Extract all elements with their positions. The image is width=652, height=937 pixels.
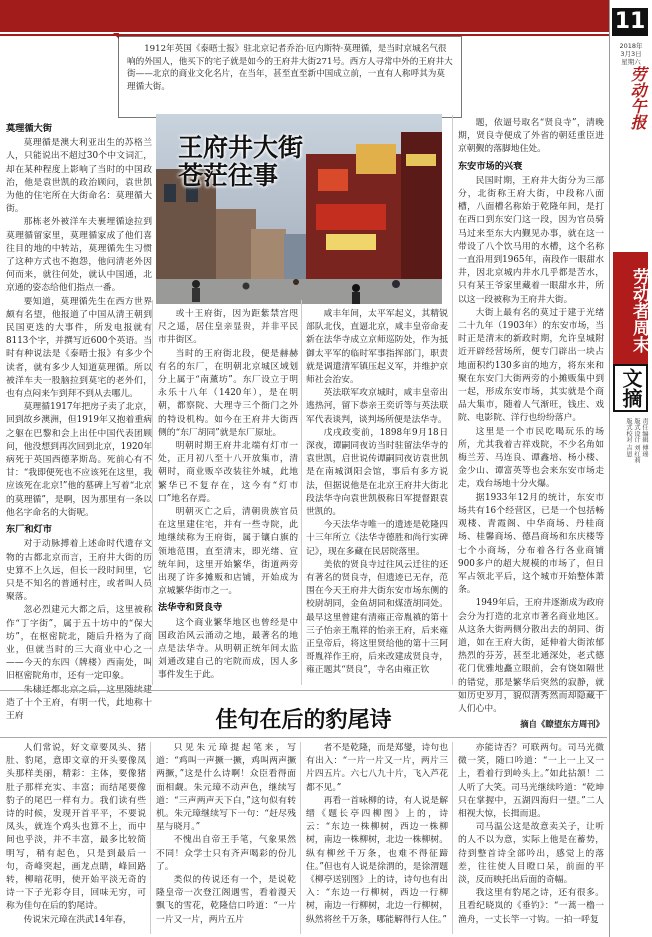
date-weekday: 星期六	[621, 58, 641, 66]
paragraph: 美依的贤良寺过往风云迁往的还有著名的贤良寺，但遗迹已无存，范围在今天王府井大街东安市场东侧的校尉胡同，金鱼胡同和煤渣胡同处。最早这里曾建有清雍正帝胤禛的第十三子怡亲王胤祥的怡亲王府，后来雍正皇帝后，将这里贤给他的第十三阿哥胤祥作王府，后来改建成贤良寺，雍正题其“贤良”，寺名由雍正钦	[306, 559, 448, 676]
subheading: 东厂和灯市	[6, 524, 52, 536]
paragraph: 那栋老外被洋车夫裹埋循途拉到莫理循留家里，莫理循家成了他们喜往目的地的中转站，莫理循先生习惯了这种方式也不抱怨，他问清老外因何而来，就往何处，就认中国通，北京通的姿态给他们指点一番。	[6, 217, 152, 294]
column-divider	[300, 742, 301, 934]
paragraph: 传说宋元璋在洪武14年春，	[23, 914, 132, 925]
paragraph: 大街上最有名的莫过于建于光绪二十九年（1903年）的东安市场，当时正是清末的新政时期，允许皇城附近开辟经营场所，便专门辟出一块占地面积约130多亩的地方，将东来和聚在东安门大街两旁的小摊贩集中到一起，形成东安市场，其实就是个商品大集市，随着人气渐旺，钱庄、戏院、电影院、洋行也纷纷落户。	[458, 307, 604, 424]
paragraph: 我这里有豹尾之诗，还有很多。且看纪晓岚的《垂钓》：“一蒿一橹一渔舟，一丈长竿一寸钩。一拍一呼复	[458, 888, 604, 925]
paragraph: 司马温公这是故意卖关子，让听的人不以为意，实际上他是在蓄势，待到整首诗全部吟出，感觉上的落差，往往使人目瞪口呆，前面的平淡，反而映托出后面的奇幅。	[458, 822, 604, 886]
page-number: 11	[612, 8, 648, 36]
credit-proofreader: 版式校对 吉恩	[625, 418, 632, 458]
masthead-red-bar	[0, 0, 610, 32]
article2-column-4	[458, 742, 604, 927]
paragraph: 要知道，莫理循先生在西方世界颇有名望，他报道了中国从清王朝到民国更迭的大事件，所发电报就有8113个字，并撰写近600个英语。当时有种说法是《泰晤士报》有多少个读者，就有多少人知道莫理循。所以被洋车夫一股脑拉到莫宅的老外们，也有点闷来乍到拜不到从去哪儿。	[6, 296, 152, 400]
article1-column-1	[6, 119, 152, 723]
paragraph: 亦能诗否？可联两句。司马光微微一笑，随口吟道：“一上一上又一上，看着行到岭头上。”如此拈颔！二人听了大笑。司马光继续吟道：“乾坤只在掌握中，五湖四海归一望。”二人相视大惊，长揖而退。	[458, 743, 604, 820]
section-title-red: 劳动者周末	[613, 252, 648, 364]
article2-column-3	[306, 742, 448, 927]
paragraph: 今天法华寺唯一的遗迹是乾隆四十三年所立《法华寺德胜和尚行实碑记》，现在多藏在民居院落里。	[306, 520, 448, 557]
credit-designer: 版式设计 刘红莉	[633, 418, 640, 464]
date-year: 2018年	[619, 42, 643, 50]
paragraph: 莫理循1917年把房子卖了北京，回到故乡澳洲，但1919年又抱着重病之躯在巴黎和会上出任中国代表团顾问，他没想到再次回到北京，1920年病死于英国西德茅斯岛。死前心有不甘：“我即便死也不应该死在这里，我应该死在北京!”他的墓碑上写着“北京的莫理循”，是啊，因为那里有一条以他名字命名的大街呢。	[6, 402, 152, 518]
date-month-day: 3月3日	[620, 50, 642, 58]
article2-headline: 佳句在后的豹尾诗	[215, 708, 392, 733]
subheading: 东安市场的兴衰	[458, 160, 523, 172]
paragraph: 或十王府街，因为距紫禁宫咫尺之遥，居住皇亲显贵，并非平民市井街区。	[158, 309, 298, 346]
paragraph: 这里是一个市民吃喝玩乐的场所，尤其我着吉祥戏院，不少名角如梅兰芳、马连良、谭鑫培、杨小楼、金少山、谭富英等也会来东安市场走走，戏台场地十分火爆。	[458, 426, 604, 490]
column-divider	[301, 300, 302, 685]
subheading: 法华寺和贤良寺	[158, 602, 223, 614]
column-divider	[152, 300, 153, 685]
article-separator	[0, 690, 607, 691]
paragraph: 忽必烈建元大都之后，这里被称作“丁字街”，属于五十坊中的“保大坊”，在枢密院北，随后升格为了商业，但就当时的三大商业中心之一——今天的东四（牌楼）西南处，叫旧枢密院角市，还有一定印象。	[6, 605, 152, 682]
column-divider	[150, 742, 151, 934]
subheading: 莫理循大街	[6, 123, 52, 134]
paragraph: 人们常说，好文章要凤头、猪肚、豹尾，意即文章的开头要像凤头那样美丽，精彩：主体，要像猪肚子那样充实、丰富；而结尾要像豹子的尾巴一样有力。我们读有些诗的时候，发现开首平平，不要说凤头，就连个鸡头也算不上，而中间也乎淡，并不丰富，最多比较简明写，稍有起色，只是到最后一句，奇峰突起，画龙点睛，峰回路转，柳暗花明，使开始平淡无奇的诗一下子光彩夺目，回味无穷，可称为佳句在后的豹尾诗。	[6, 743, 146, 912]
article1-column-2	[158, 308, 298, 683]
paragraph: 当时的王府街北段，便是赫赫有名的东厂，在明朝北京城区域划分上属于“南薰坊”。东厂设立于明永乐十八年（1420年），是在明朝，都察院、大理寺三个衙门之外的特设机构。如今在王府井大街西侧的“东厂胡同”就是东厂原址。	[158, 348, 298, 438]
paragraph: 类似的传说还有一个，是说乾隆皇帝一次登江阁遇雪，看着漫天飘飞的雪花，乾隆信口吟道：“一片一片又一片，两片五片	[156, 875, 296, 925]
paragraph: 只见朱元璋提起笔来，写道：“鸡叫一声撅一撅，鸡叫两声撅两撅，”这是什么诗啊！众臣看得面面相觑。朱元璋不动声色，继续写道：“三声两声天下白，”这句似有转机。朱元璋继续写下一句：“赶尽残星与晓月。”	[156, 743, 296, 833]
source-credit: 摘自《瞭望东方周刊》	[520, 719, 604, 730]
paragraph: 题，依逼号取名“贤良寺”，清晚期，贤良寺便成了外省的朝廷重臣进京朝觐的落脚地住处。	[458, 118, 604, 155]
section-title-black: 文摘	[613, 364, 648, 412]
article1-column-3	[306, 308, 448, 678]
article-intro-box: 1912年英国《泰晤士报》驻北京记者乔治·厄内斯特·莫理循，是当时京城名气很响的外国人，他买下的宅子就是如今的王府井大街271号。西方人寻常中外的王府井大街——北京的商业文化名片，在当年，甚至直至新中国成立前，一直有人称呼其为莫理循大街。	[118, 36, 462, 118]
column-divider	[452, 742, 453, 934]
article2-headline-rule	[0, 737, 607, 738]
issue-date	[612, 42, 650, 66]
paragraph: 造了十个王府，有明一代，此地称十王府	[6, 697, 152, 721]
paragraph: 英法联军攻京城时，咸丰皇帝出逃热河，留下恭亲王奕䜣等与英法联军代表谈判，谈判场所便是法华寺。	[306, 388, 448, 425]
paragraph: 据1933年12月的统计，东安市场共有16个经营区，已是一个包括畅观楼、青霞阁、中华商场、丹桂商场、桂馨商场、德昌商场和东庆楼等七个小商场，分布着各行各业商铺900多户的超大规模的市场了，但日军占领北平后，这个城市开始整体萧条。	[458, 492, 604, 596]
paragraph: 莫理循是澳大利亚出生的苏格兰人，只能说出不超过30个中文词汇，却在某种程度上影响了当时的中国政治，他是袁世凯的政治顾问，袁世凯为他的住宅所在大街命名：莫理循大街。	[6, 138, 152, 215]
article1-column-4	[458, 117, 604, 731]
right-column-rule	[609, 0, 610, 937]
paragraph: 者不是乾隆，而是郑燮，诗句也有出入：“一片一片又一片，两片三片四五片。六七八九十片，飞入芦花都不见。”	[306, 743, 448, 793]
editor-credits	[614, 418, 648, 488]
paragraph: 明朝灭亡之后，清朝贵族官员在这里建住宅，并有一些寺院，此地继续称为王府街，属于镶白旗的领地范围，直至清末，即光绪、宣统年间，这里开始繁华，街道两旁出现了许多摊贩和店铺，开始成为京城繁华街市之一。	[158, 507, 298, 597]
column-divider	[452, 115, 453, 685]
headline-line2: 苍茫往事	[178, 161, 279, 190]
paragraph: 1949年后，王府井逐渐成为政府会分为打造的北京市著名商业地区。从这条大街两侧分散出去的胡同、街道，如在王府大街，延伸着大街浓郁热烈的芬芳，甚至北通深处，老式德花门优雅地矗立眼前，会有饶如隔世的错觉，那是繁华后突然的寂静，就如历史岁月，貌似清秀然而却隐藏千人们心中。	[458, 598, 604, 714]
paragraph: 咸丰年间，太平军起义，其精锐部队北伐，直逼北京，咸丰皇帝命麦新在法华寺成立京师巡防处，作为抵御太平军的临时军事指挥部门，职责就是调遣清军镇压起义军，并维护京师社会治安。	[306, 309, 448, 386]
paragraph: 对于动脉搏着上述命时代遗存文物的古都北京而言，王府井大街的历史算不上久远，但长一段时间里，它只是不知名的普通村庄，或者叫人员聚落。	[6, 539, 152, 603]
paragraph: 民国时期，王府井大街分为三部分，北街称王府大街，中段称八面槽，八面槽名称始于乾隆年间，是打在西口到东安门这一段，因为官员骑马过来至东大内觐见办事，就在这一带设了八个饮马用的水槽，这个名称一直沿用到1965年，南段作一眼甜水井，因北京城内井水几乎都是苦水，只有某王爷家里藏着一眼甜水井，所以这一段被称为王府井大街。	[458, 175, 604, 305]
paragraph: 这个商业繁华地区也曾经是中国政治风云涌动之地，最著名的地点是法华寺。从明朝正统年间太监刘通改建自己的宅院而成，因人多事件发生于此。	[158, 617, 298, 681]
article-headline	[178, 134, 303, 190]
paragraph: 明朝时期王府井北端有灯市一处，正月初八至十八开放集市，清朝时，商业贩卒改装往外城，此地繁华已不复存在，这今有“灯市口”地名存焉。	[158, 441, 298, 504]
article2-column-2	[156, 742, 296, 927]
article2-column-1	[6, 742, 146, 927]
headline-line1: 王府井大街	[178, 133, 304, 162]
newspaper-logo: 劳动午报	[628, 66, 647, 130]
paragraph: 再看一首咏柳的诗，有人说是解缙《题长亭四柳图》上的，诗云：“东边一株柳树，西边一株柳树，南边一株柳树，北边一株柳树。纵有柳丝千万条，也难不得征蹄住。”但也有人说是徐渭的，是徐渭题《柳亭送别图》上的诗，诗句也有出入：“东边一行柳树，西边一行柳树，南边一行柳树，北边一行柳树，纵然将丝千万条，哪能解得行人住。”	[306, 795, 448, 925]
paragraph: 戊戌政变前，1898年9月18日深夜，谭嗣同夜访当时驻留法华寺的袁世凯，启世说传谭嗣同夜访袁世凯是在南城浏阳会馆，事后有多方说法，但据说他是在北京王府井大街北段法华寺向袁世凯极称日军提督跟袁世凯的。	[306, 427, 448, 518]
paragraph: 不愧出自帝王手笔，气象果然不同！众学士只有齐声喝彩的份儿了。	[156, 835, 296, 872]
credit-editor: 责任编辑 傅瑶	[641, 418, 648, 458]
